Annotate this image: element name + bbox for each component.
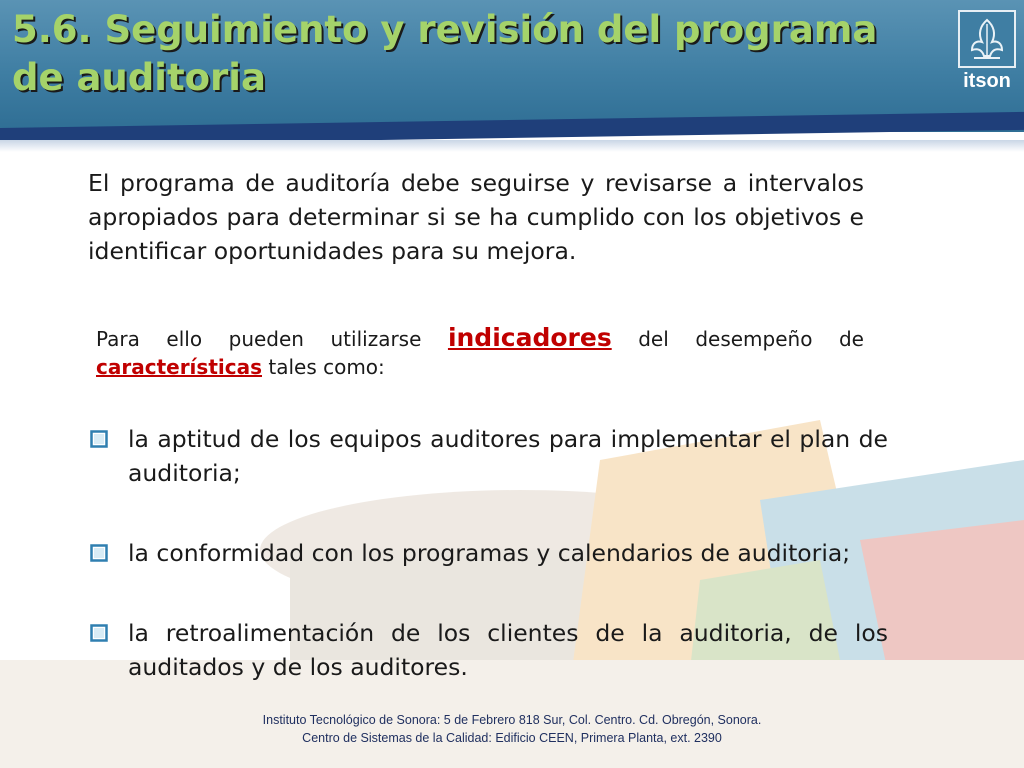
- bullet-list: [88, 422, 888, 684]
- itson-emblem-icon: [960, 12, 1014, 66]
- indicators-intro: [96, 324, 864, 381]
- header-stripe-highlight: [0, 140, 1024, 152]
- list-item: [88, 422, 888, 490]
- main-paragraph: El programa de auditoría debe seguirse y revisarse a intervalos apropiados para determinar si se ha cumplido con los objetivos e identificar oportunidades para su mejora.: [88, 169, 864, 265]
- list-item: [88, 616, 888, 684]
- indicators-emphasis: indicadores: [447, 323, 612, 352]
- bullet-text: la conformidad con los programas y calendarios de auditoria;: [128, 539, 851, 567]
- list-item: [88, 536, 888, 570]
- itson-logo: [958, 10, 1016, 68]
- intro-text-3: tales como:: [262, 355, 385, 379]
- hollow-square-bullet-icon: [90, 544, 108, 562]
- hollow-square-bullet-icon: [90, 624, 108, 642]
- bullet-text: la retroalimentación de los clientes de la auditoria, de los auditados y de los auditores.: [128, 619, 888, 681]
- footer-address: Instituto Tecnológico de Sonora: 5 de Febrero 818 Sur, Col. Centro. Cd. Obregón, Sonora.: [262, 713, 762, 727]
- footer: [0, 711, 1024, 747]
- footer-department: Centro de Sistemas de la Calidad: Edificio CEEN, Primera Planta, ext. 2390: [302, 731, 722, 745]
- characteristics-emphasis: características: [96, 355, 262, 379]
- logo-text: itson: [963, 70, 1011, 92]
- bullet-text: la aptitud de los equipos auditores para implementar el plan de auditoria;: [128, 425, 888, 487]
- slide-title: 5.6. Seguimiento y revisión del programa de auditoria: [12, 8, 878, 99]
- intro-text-1: Para ello pueden utilizarse: [96, 327, 448, 351]
- intro-text-2: del desempeño de: [611, 327, 864, 351]
- hollow-square-bullet-icon: [90, 430, 108, 448]
